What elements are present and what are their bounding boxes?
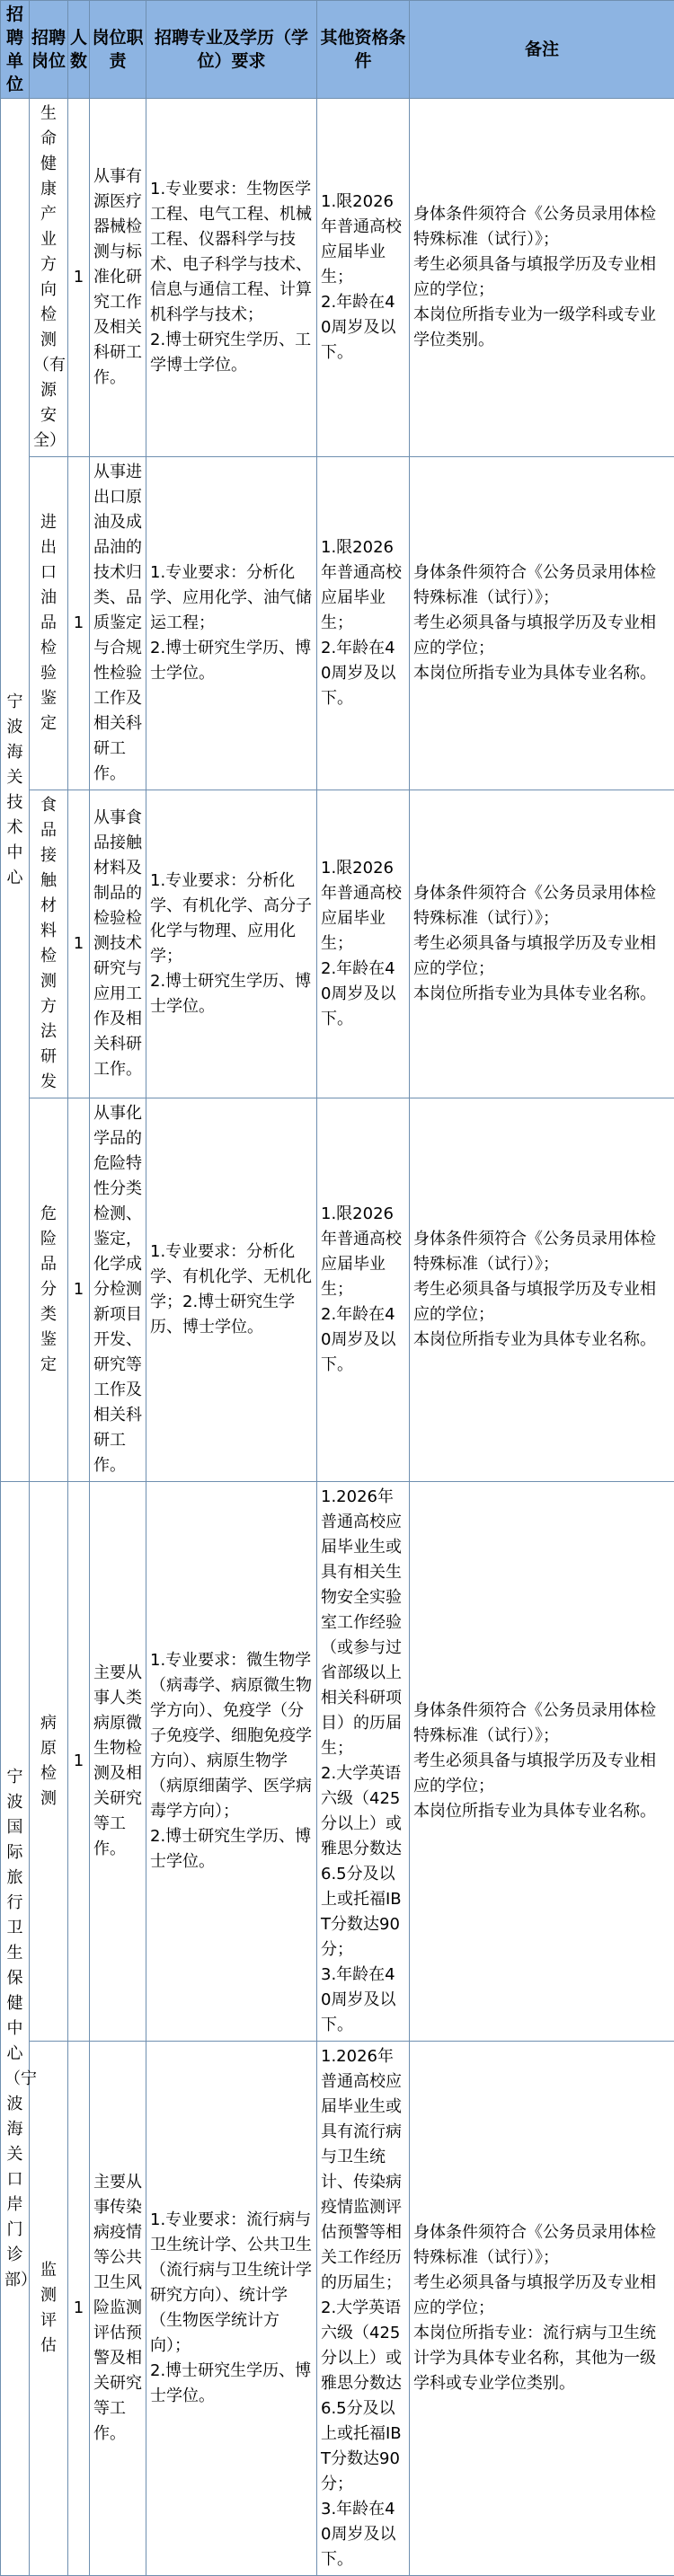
major-line: 1.专业要求：生物医学工程、电气工程、机械工程、仪器科学与技术、电子科学与技术、信息与通信工程、计算机科学与技术； bbox=[150, 177, 313, 328]
major-line: 2.博士研究生学历、博士学位。 bbox=[150, 969, 313, 1019]
other-line: 2.大学英语六级（425分以上）或雅思分数达6.5分及以上或托福IBT分数达90分； bbox=[321, 1761, 405, 1963]
other-line: 3.年龄在40周岁及以下。 bbox=[321, 1963, 405, 2038]
header-other: 其他资格条件 bbox=[317, 1, 410, 99]
unit-cell: 宁波海关技术中心 bbox=[1, 99, 30, 1482]
other-line: 1.2026年普通高校应届毕业生或具有相关生物安全实验室工作经验（或参与过省部级以上相关科研项目）的历届生； bbox=[321, 1485, 405, 1761]
header-remark: 备注 bbox=[410, 1, 674, 99]
table-row bbox=[1, 2042, 674, 2576]
major-line: 1.专业要求：分析化学、有机化学、无机化学；2.博士研究生学历、博士学位。 bbox=[150, 1239, 313, 1340]
remark-line: 身体条件须符合《公务员录用体检特殊标准（试行）》； bbox=[413, 1227, 670, 1277]
remark-cell bbox=[410, 790, 674, 1098]
major-line: 2.博士研究生学历、博士学位。 bbox=[150, 636, 313, 686]
duty-cell: 从事有源医疗器械检测与标准化研究工作及相关科研工作。 bbox=[90, 99, 146, 457]
remark-line: 身体条件须符合《公务员录用体检特殊标准（试行）》； bbox=[413, 881, 670, 931]
other-line: 1.限2026年普通高校应届毕业生； bbox=[321, 856, 405, 957]
other-line: 2.年龄在40周岁及以下。 bbox=[321, 636, 405, 711]
major-cell bbox=[146, 1098, 317, 1482]
other-cell bbox=[317, 1098, 410, 1482]
remark-line: 本岗位所指专业为一级学科或专业学位类别。 bbox=[413, 303, 670, 353]
table-row bbox=[1, 790, 674, 1098]
post-cell: 危险品分类鉴定 bbox=[30, 1098, 68, 1482]
table-row bbox=[1, 99, 674, 457]
duty-cell: 从事食品接触材料及制品的检验检测技术研究与应用工作及相关科研工作。 bbox=[90, 790, 146, 1098]
table-row bbox=[1, 457, 674, 790]
other-line: 2.大学英语六级（425分以上）或雅思分数达6.5分及以上或托福IBT分数达90分； bbox=[321, 2296, 405, 2497]
duty-cell: 从事进出口原油及成品油的技术归类、品质鉴定与合规性检验工作及相关科研工作。 bbox=[90, 457, 146, 790]
count-cell: 1 bbox=[68, 457, 90, 790]
remark-line: 本岗位所指专业为具体专业名称。 bbox=[413, 982, 670, 1007]
major-line: 2.博士研究生学历、博士学位。 bbox=[150, 2359, 313, 2409]
duty-cell: 主要从事传染病疫情等公共卫生风险监测评估预警及相关研究等工作。 bbox=[90, 2042, 146, 2576]
other-line: 1.限2026年普通高校应届毕业生； bbox=[321, 190, 405, 290]
major-cell bbox=[146, 790, 317, 1098]
major-line: 2.博士研究生学历、工学博士学位。 bbox=[150, 328, 313, 378]
other-cell bbox=[317, 2042, 410, 2576]
remark-line: 考生必须具备与填报学历及专业相应的学位； bbox=[413, 931, 670, 982]
post-cell: 病原检测 bbox=[30, 1482, 68, 2042]
post-cell: 监测评估 bbox=[30, 2042, 68, 2576]
duty-cell: 从事化学品的危险特性分类检测、鉴定，化学成分检测新项目开发、研究等工作及相关科研工作。 bbox=[90, 1098, 146, 1482]
major-cell bbox=[146, 2042, 317, 2576]
remark-line: 考生必须具备与填报学历及专业相应的学位； bbox=[413, 1749, 670, 1799]
major-cell bbox=[146, 457, 317, 790]
post-cell: 食品接触材料检测方法研发 bbox=[30, 790, 68, 1098]
major-line: 1.专业要求：分析化学、应用化学、油气储运工程； bbox=[150, 560, 313, 636]
other-line: 1.2026年普通高校应届毕业生或具有流行病与卫生统计、传染病疫情监测评估预警等相关工作经历的历届生； bbox=[321, 2044, 405, 2296]
count-cell: 1 bbox=[68, 2042, 90, 2576]
header-unit: 招聘单位 bbox=[1, 1, 30, 99]
remark-line: 本岗位所指专业为具体专业名称。 bbox=[413, 661, 670, 686]
other-cell bbox=[317, 1482, 410, 2042]
major-line: 2.博士研究生学历、博士学位。 bbox=[150, 1824, 313, 1875]
count-cell: 1 bbox=[68, 1098, 90, 1482]
remark-line: 考生必须具备与填报学历及专业相应的学位； bbox=[413, 252, 670, 303]
remark-cell bbox=[410, 2042, 674, 2576]
remark-line: 身体条件须符合《公务员录用体检特殊标准（试行）》； bbox=[413, 1698, 670, 1749]
major-line: 1.专业要求：分析化学、有机化学、高分子化学与物理、应用化学； bbox=[150, 869, 313, 969]
other-line: 3.年龄在40周岁及以下。 bbox=[321, 2497, 405, 2572]
count-cell: 1 bbox=[68, 790, 90, 1098]
remark-cell bbox=[410, 99, 674, 457]
post-cell: 进出口油品检验鉴定 bbox=[30, 457, 68, 790]
count-cell: 1 bbox=[68, 1482, 90, 2042]
header-duty: 岗位职责 bbox=[90, 1, 146, 99]
other-line: 2.年龄在40周岁及以下。 bbox=[321, 290, 405, 366]
remark-line: 考生必须具备与填报学历及专业相应的学位； bbox=[413, 2271, 670, 2321]
remark-line: 考生必须具备与填报学历及专业相应的学位； bbox=[413, 1277, 670, 1328]
unit-cell: 宁波国际旅行卫生保健中心（宁波海关口岸门诊部） bbox=[1, 1482, 30, 2576]
major-cell bbox=[146, 1482, 317, 2042]
remark-line: 本岗位所指专业：流行病与卫生统计学为具体专业名称，其他为一级学科或专业学位类别。 bbox=[413, 2321, 670, 2396]
other-line: 2.年龄在40周岁及以下。 bbox=[321, 957, 405, 1032]
remark-cell bbox=[410, 1098, 674, 1482]
remark-cell bbox=[410, 1482, 674, 2042]
header-major: 招聘专业及学历（学位）要求 bbox=[146, 1, 317, 99]
header-row bbox=[1, 1, 674, 99]
table-row bbox=[1, 1482, 674, 2042]
duty-cell: 主要从事人类病原微生物检测及相关研究等工作。 bbox=[90, 1482, 146, 2042]
count-cell: 1 bbox=[68, 99, 90, 457]
remark-line: 身体条件须符合《公务员录用体检特殊标准（试行）》； bbox=[413, 560, 670, 611]
major-cell bbox=[146, 99, 317, 457]
header-post: 招聘岗位 bbox=[30, 1, 68, 99]
remark-line: 身体条件须符合《公务员录用体检特殊标准（试行）》； bbox=[413, 2220, 670, 2271]
other-cell bbox=[317, 457, 410, 790]
remark-line: 考生必须具备与填报学历及专业相应的学位； bbox=[413, 611, 670, 661]
other-line: 2.年龄在40周岁及以下。 bbox=[321, 1302, 405, 1378]
remark-cell bbox=[410, 457, 674, 790]
header-count: 人数 bbox=[68, 1, 90, 99]
remark-line: 本岗位所指专业为具体专业名称。 bbox=[413, 1799, 670, 1824]
major-line: 1.专业要求：微生物学（病毒学、病原微生物学方向）、免疫学（分子免疫学、细胞免疫学方向）、病原生物学（病原细菌学、医学病毒学方向）； bbox=[150, 1648, 313, 1824]
table-row bbox=[1, 1098, 674, 1482]
major-line: 1.专业要求：流行病与卫生统计学、公共卫生（流行病与卫生统计学研究方向）、统计学（生物医学统计方向）； bbox=[150, 2208, 313, 2359]
post-cell: 生命健康产业方向检测（有源安全） bbox=[30, 99, 68, 457]
other-line: 1.限2026年普通高校应届毕业生； bbox=[321, 1202, 405, 1302]
other-cell bbox=[317, 99, 410, 457]
other-cell bbox=[317, 790, 410, 1098]
other-line: 1.限2026年普通高校应届毕业生； bbox=[321, 535, 405, 636]
remark-line: 身体条件须符合《公务员录用体检特殊标准（试行）》； bbox=[413, 202, 670, 252]
remark-line: 本岗位所指专业为具体专业名称。 bbox=[413, 1328, 670, 1353]
